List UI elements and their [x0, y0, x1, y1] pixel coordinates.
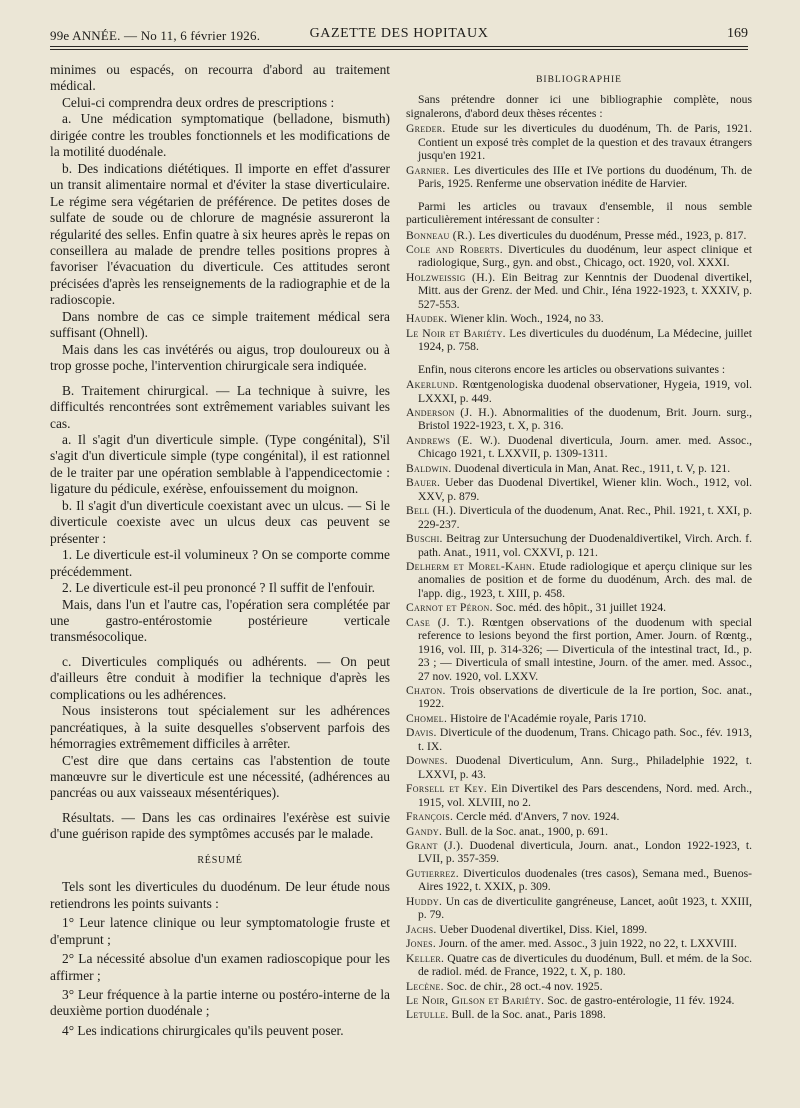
- reference-text: Soc. de gastro-entérologie, 11 fév. 1924.: [544, 994, 735, 1007]
- reference-author: Downes.: [406, 754, 448, 768]
- reference-text: Soc. de chir., 28 oct.-4 nov. 1925.: [443, 979, 603, 993]
- reference-author: Gutierrez.: [406, 866, 459, 880]
- bibliography-entry: [406, 122, 752, 162]
- reference-text: Rœntgenologiska duodenal observationer, Hygeia, 1919, vol. LXXXI, p. 449.: [418, 378, 752, 405]
- reference-author: Lecène.: [406, 979, 444, 993]
- reference-text: Duodenal Diverticulum, Ann. Surg., Philadelphie 1922, t. LXXVI, p. 43.: [418, 754, 752, 781]
- section-results: Résultats. — Dans les cas ordinaires l'exérèse est suivie d'une guérison rapide des symptômes accusés par le malade.: [50, 809, 390, 842]
- reference-author: Le Noir, Gilson et Bariéty.: [406, 994, 545, 1007]
- reference-author: Haudek.: [406, 312, 448, 326]
- bibliography-entry: [406, 434, 752, 461]
- reference-text: Ueber Duodenal divertikel, Diss. Kiel, 1899.: [436, 922, 648, 936]
- bibliography-entry: [406, 504, 752, 531]
- bibliography-entry: [406, 810, 752, 823]
- reference-text: Diverticulos duodenales (tres casos), Semana med., Buenos-Aires 1922, t. XXIX, p. 309.: [418, 866, 752, 894]
- article-references: [406, 229, 752, 354]
- bibliography-entry: [406, 476, 752, 503]
- reference-text: Etude radiologique et aperçu clinique sur les anomalies de position et de forme du duodénum, Arch. des mal. de l'app. dig., 1923, t. XIII, p. 458.: [418, 559, 752, 600]
- paragraph: minimes ou espacés, on recourra d'abord au traitement médical.: [50, 62, 390, 94]
- paragraph: b. Des indications diététiques. Il importe en effet d'assurer un transit alimentaire normal et d'éviter la stase diverticulaire. Le régime sera végétarien de préférence. De petites doses de sulfate de soude ou de chlorure de magnésie assureront la régularité des selles. Enfin quatre à six heures après le repas on conseillera au malade de prendre telles positions propres à favoriser l'évacuation du diverticule. Ces attitudes seront précisées d'après les renseignements de la radiographie et de la radioscopie.: [50, 160, 390, 308]
- page-number: 169: [727, 26, 748, 41]
- spacer: [50, 843, 390, 851]
- bibliography-entry: [406, 712, 752, 725]
- bibliography-entry: [406, 726, 752, 753]
- thesis-references: [406, 122, 752, 190]
- reference-text: Les diverticules du duodénum, Presse méd., 1923, p. 817.: [475, 228, 747, 242]
- bibliography-entry: [406, 532, 752, 559]
- left-column: [50, 62, 390, 1039]
- reference-text: Bull. de la Soc. anat., 1900, p. 691.: [442, 824, 609, 838]
- reference-text: Les diverticules du duodénum, La Médecine, juillet 1924, p. 758.: [418, 326, 752, 354]
- reference-text: Beitrag zur Untersuchung der Duodenaldivertikel, Virch. Arch. f. path. Anat., 1911, vol. CXXVI, p. 121.: [418, 532, 752, 559]
- list-item: 4° Les indications chirurgicales qu'ils peuvent poser.: [62, 1022, 344, 1038]
- reference-text: Ein Beitrag zur Kenntnis der Duodenal divertikel, Mitt. aus der Grenz. der Med. und Chir., Iéna 1922-1923, t. XXXIV, p. 527-553.: [418, 270, 752, 311]
- reference-text: Diverticules du duodénum, leur aspect clinique et radiologique, Surg., gyn. and obst., Chicago, oct. 1920, vol. XXXI.: [418, 242, 752, 270]
- bibliography-heading: BIBLIOGRAPHIE: [536, 75, 622, 85]
- bibliography-intro: Parmi les articles ou travaux d'ensemble, il nous semble particulièrement intéressant de consulter :: [406, 199, 752, 227]
- bibliography-entry: [406, 825, 752, 838]
- paragraph: b. Il s'agit d'un diverticule coexistant avec un ulcus. — Si le diverticule coexiste avec un ulcus deux cas peuvent se présenter :: [50, 497, 390, 546]
- reference-author: Jachs.: [406, 922, 437, 936]
- spacer: [406, 355, 752, 363]
- reference-text: Duodenal diverticula, Journ. anat., London 1922-1923, t. LVII, p. 357-359.: [418, 839, 752, 866]
- bibliography-entry: [406, 327, 752, 354]
- reference-text: Un cas de diverticulite gangréneuse, Lancet, août 1923, t. XXIII, p. 79.: [418, 894, 752, 922]
- bibliography-entry: [406, 895, 752, 922]
- list-item: 3° Leur fréquence à la partie interne ou postéro-interne de la deuxième portion duodénale ;: [50, 987, 390, 1019]
- reference-author: Buschi.: [406, 532, 443, 546]
- reference-text: Wiener klin. Woch., 1924, no 33.: [447, 312, 604, 326]
- reference-text: Quatre cas de diverticules du duodénum, Bull. et mém. de la Soc. de radiol. méd. de France, 1922, t. X, p. 180.: [418, 951, 752, 979]
- reference-text: Diverticule of the duodenum, Trans. Chicago path. Soc., fév. 1913, t. IX.: [418, 726, 752, 753]
- reference-author: Davis.: [406, 726, 437, 740]
- reference-author: Gandy.: [406, 824, 443, 838]
- reference-author: Chaton.: [406, 684, 446, 698]
- reference-text: Journ. of the amer. med. Assoc., 3 juin 1922, no 22, t. LXXVIII.: [436, 937, 737, 951]
- paragraph: Celui-ci comprendra deux ordres de prescriptions :: [62, 94, 335, 110]
- issue-info: 99e ANNÉE. — No 11, 6 février 1926.: [50, 28, 261, 43]
- observation-references: [406, 378, 752, 1022]
- bibliography-entry: [406, 980, 752, 993]
- bibliography-entry: [406, 406, 752, 433]
- bibliography-entry: [406, 462, 752, 475]
- reference-author: Delherm et Morel-Kahn.: [406, 559, 536, 573]
- paragraph: c. Diverticules compliqués ou adhérents. — On peut d'ailleurs être conduit à modifier la technique d'après les complications ou les adhérences.: [50, 653, 390, 702]
- reference-author: Grant (J.).: [406, 839, 464, 853]
- reference-author: Carnot et Péron.: [406, 601, 493, 615]
- reference-author: Akerlund.: [406, 378, 459, 392]
- bibliography-entry: [406, 754, 752, 781]
- resume-intro: Tels sont les diverticules du duodénum. De leur étude nous retiendrons les points suivants :: [50, 879, 390, 911]
- section-treatment-surgical: B. Traitement chirurgical. — La technique à suivre, les difficultés rencontrées sont extrêmement variables suivant les cas.: [50, 382, 390, 431]
- reference-author: Andrews (E. W.).: [406, 433, 501, 447]
- reference-author: Case (J. T.).: [406, 615, 475, 629]
- reference-text: Abnormalities of the duodenum, Brit. Journ. surg., Bristol 1922-1923, t. X, p. 316.: [418, 405, 752, 433]
- bibliography-entry: [406, 867, 752, 894]
- bibliography-entry: [406, 378, 752, 405]
- reference-author: Cole and Roberts.: [406, 242, 503, 256]
- reference-text: Etude sur les diverticules du duodénum, Th. de Paris, 1921. Contient un exposé très complet de la question et des travaux étrangers jusqu'en 1921.: [418, 122, 752, 163]
- spacer: [50, 802, 390, 810]
- bibliography-entry: [406, 229, 752, 242]
- bibliography-entry: [406, 782, 752, 809]
- list-item: 1° Leur latence clinique ou leur symptomatologie fruste et d'emprunt ;: [50, 915, 390, 947]
- bibliography-entry: [406, 684, 752, 711]
- reference-text: Bull. de la Soc. anat., Paris 1898.: [448, 1008, 606, 1022]
- page-header: [50, 14, 748, 48]
- reference-text: Trois observations de diverticule de la Ire portion, Soc. anat., 1922.: [418, 684, 752, 711]
- bibliography-entry: [406, 243, 752, 270]
- resume-heading: RÉSUMÉ: [197, 854, 243, 866]
- paragraph: Mais dans les cas invétérés ou aigus, trop douloureux ou à trop grosse poche, l'intervention chirurgicale sera indiquée.: [50, 341, 390, 374]
- header-rule-thin: [50, 49, 748, 50]
- bibliography-entry: [406, 312, 752, 325]
- paragraph: 1. Le diverticule est-il volumineux ? On se comporte comme précédemment.: [50, 547, 390, 579]
- paragraph: a. Il s'agit d'un diverticule simple. (Type congénital), S'il s'agit d'un diverticule simple (type congénital), il est rationnel de le traiter par une opération semblable à l'appendicectomie : ligature du pédicule, exérèse, enfouissement du moignon.: [50, 431, 390, 497]
- paragraph: a. Une médication symptomatique (belladone, bismuth) dirigée contre les troubles fonctionnels et les modifications de la motilité duodénale.: [50, 111, 390, 160]
- reference-author: Anderson (J. H.).: [406, 405, 498, 419]
- list-item: 2° La nécessité absolue d'un examen radioscopique pour les affirmer ;: [50, 951, 390, 983]
- reference-author: Holzweissig (H.).: [406, 270, 496, 284]
- bibliography-entry: [406, 839, 752, 866]
- bibliography-entry: [406, 952, 752, 979]
- reference-text: Les diverticules des IIIe et IVe portions du duodénum, Th. de Paris, 1925. Renferme une observation inédite de Harvier.: [418, 163, 752, 191]
- reference-text: Soc. méd. des hôpit., 31 juillet 1924.: [492, 601, 667, 615]
- reference-text: Cercle méd. d'Anvers, 7 nov. 1924.: [453, 810, 620, 824]
- reference-author: Huddy.: [406, 894, 443, 908]
- resume-list: [50, 915, 390, 1039]
- bibliography-entry: [406, 271, 752, 311]
- bibliography-intro: Enfin, nous citerons encore les articles ou observations suivantes :: [418, 362, 726, 376]
- bibliography-entry: [406, 994, 752, 1007]
- bibliography-entry: [406, 601, 752, 614]
- reference-author: Bonneau (R.).: [406, 228, 476, 242]
- reference-author: Chomel.: [406, 711, 448, 725]
- reference-author: Bell (H.).: [406, 504, 457, 518]
- bibliography-entry: [406, 164, 752, 191]
- reference-text: Ueber das Duodenal Divertikel, Wiener klin. Woch., 1912, vol. XXV, p. 879.: [418, 476, 752, 503]
- bibliography-entry: [406, 616, 752, 683]
- reference-author: Keller.: [406, 951, 445, 965]
- paragraph: Dans nombre de cas ce simple traitement médical sera suffisant (Ohnell).: [50, 308, 390, 341]
- journal-title: GAZETTE DES HOPITAUX: [309, 26, 489, 41]
- reference-author: Greder.: [406, 122, 446, 136]
- reference-text: Histoire de l'Académie royale, Paris 1710.: [447, 711, 647, 725]
- spacer: [50, 375, 390, 383]
- spacer: [50, 646, 390, 654]
- bibliography-entry: [406, 937, 752, 950]
- reference-author: Garnier.: [406, 163, 450, 177]
- reference-author: Letulle.: [406, 1008, 449, 1022]
- paragraph: C'est dire que dans certains cas l'abstention de toute manœuvre sur le diverticule est une nécessité, (adhérences au pancréas ou aux vaisseaux mésentériques).: [50, 752, 390, 801]
- reference-text: Duodenal diverticula, Journ. amer. med. Assoc., Chicago 1921, t. LXXVII, p. 1309-1311.: [418, 433, 752, 461]
- bibliography-entry: [406, 1008, 752, 1021]
- reference-author: Forsell et Key.: [406, 782, 488, 796]
- bibliography-intro: Sans prétendre donner ici une bibliographie complète, nous signalerons, d'abord deux thèses récentes :: [406, 93, 752, 120]
- reference-author: Le Noir et Bariéty.: [406, 326, 506, 340]
- paragraph: Mais, dans l'un et l'autre cas, l'opération sera complétée par une gastro-entérostomie postérieure verticale transmésocolique.: [50, 596, 390, 645]
- paragraph: 2. Le diverticule est-il peu prononcé ? Il suffit de l'enfouir.: [62, 580, 376, 596]
- paragraph: Nous insisterons tout spécialement sur les adhérences pancréatiques, à la suite desquelles s'observent parfois des hémorragies extrêmement difficiles à arrêter.: [50, 703, 390, 752]
- reference-author: Bauer.: [406, 476, 441, 490]
- reference-text: Duodenal diverticula in Man, Anat. Rec., 1911, t. V, p. 121.: [451, 461, 731, 475]
- reference-text: Diverticula of the duodenum, Anat. Rec., Phil. 1921, t. XXI, p. 229-237.: [418, 504, 752, 531]
- reference-author: François.: [406, 810, 454, 824]
- reference-author: Baldwin.: [406, 461, 452, 475]
- spacer: [406, 192, 752, 200]
- reference-author: Jones.: [406, 937, 437, 951]
- reference-text: Rœntgen observations of the duodenum with special reference to lesions beyond the first portion, Amer. Journ. of Rœntg., 1916, vol. III, p. 314-326; — Diverticula of the intestinal tract, Id., p. 23 ; — Diverticula of small intestine, Journ. of the amer. med. Assoc., 27 nov. 1920, vol. LXXV.: [418, 615, 753, 683]
- right-column-bibliography: [406, 74, 752, 1023]
- reference-text: Ein Divertikel des Pars descendens, Nord. med. Arch., 1915, vol. XLVIII, no 2.: [418, 782, 752, 809]
- bibliography-entry: [406, 560, 752, 600]
- header-rule: [50, 46, 748, 47]
- bibliography-entry: [406, 923, 752, 936]
